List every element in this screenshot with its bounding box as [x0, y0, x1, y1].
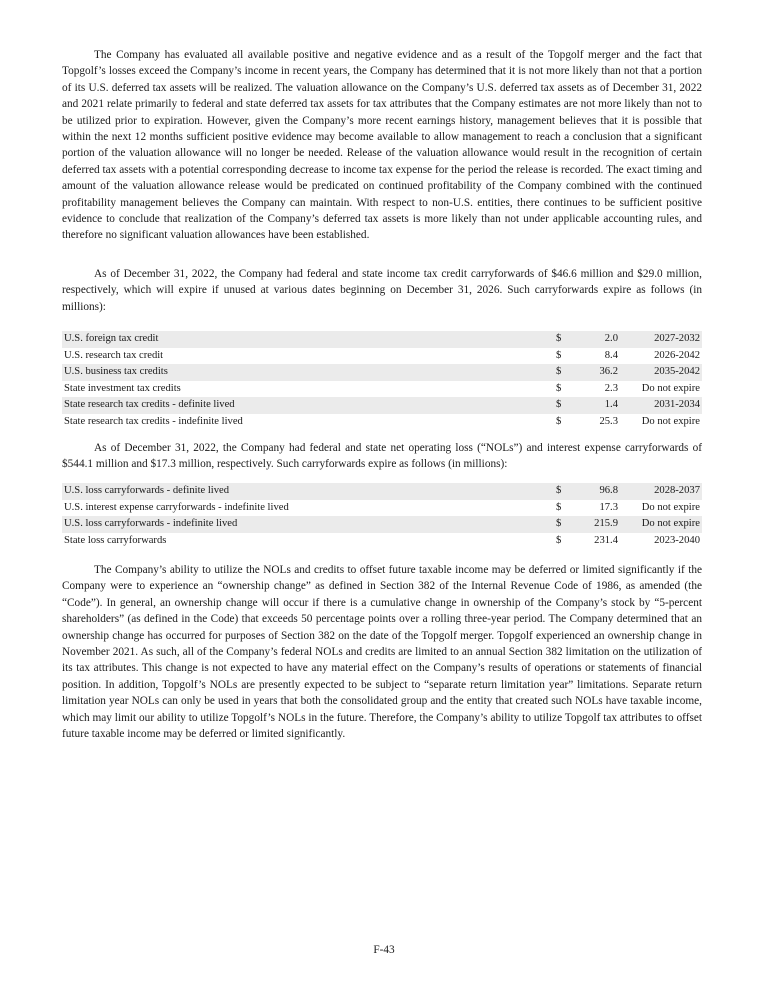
expiration: Do not expire: [641, 501, 700, 513]
row-label: State research tax credits - definite lived: [62, 397, 554, 414]
page-number: F-43: [373, 944, 395, 956]
row-label: U.S. foreign tax credit: [62, 331, 554, 348]
paragraph-nol-carryforwards: As of December 31, 2022, the Company had federal and state net operating loss (“NOLs”) and interest expense carryforwards of $544.1 million and $17.3 million, respectively. Such carryforwards expire as follows (in millions):: [62, 442, 702, 471]
table-row: [62, 331, 702, 348]
currency-symbol: $: [556, 382, 562, 394]
table-row: [62, 500, 702, 517]
loss-carryforward-table: [62, 483, 702, 549]
currency-symbol: $: [554, 516, 574, 533]
expiration: Do not expire: [641, 382, 700, 394]
expiration: 2035-2042: [620, 364, 702, 381]
currency-symbol: $: [554, 331, 574, 348]
row-label: State investment tax credits: [64, 382, 181, 394]
paragraph-tax-credit-carryforwards: As of December 31, 2022, the Company had federal and state income tax credit carryforwards of $46.6 million and $29.0 million, respectively, which will expire if unused at various dates beginning on December 31, 2026. Such carryforwards expire as follows (in millions):: [62, 268, 702, 313]
row-label: U.S. business tax credits: [62, 364, 554, 381]
currency-symbol: $: [556, 501, 562, 513]
currency-symbol: $: [556, 349, 562, 361]
amount: 25.3: [599, 415, 618, 427]
amount: 2.3: [604, 382, 618, 394]
row-label: U.S. interest expense carryforwards - indefinite lived: [64, 501, 289, 513]
row-label: State loss carryforwards: [64, 534, 167, 546]
table-row: [62, 381, 702, 398]
amount: 231.4: [594, 534, 618, 546]
amount: 8.4: [604, 349, 618, 361]
currency-symbol: $: [554, 364, 574, 381]
row-label: U.S. loss carryforwards - definite lived: [62, 483, 554, 500]
table-row: [62, 483, 702, 500]
amount: 17.3: [599, 501, 618, 513]
table-row: [62, 397, 702, 414]
row-label: U.S. loss carryforwards - indefinite lived: [62, 516, 554, 533]
table-row: [62, 414, 702, 431]
paragraph-valuation-allowance: The Company has evaluated all available positive and negative evidence and as a result of the Topgolf merger and the fact that Topgolf’s losses exceed the Company’s income in recent years, the Company has determined that it is not more likely than not that a portion of its U.S. deferred tax assets will be realized. The valuation allowance on the Company’s U.S. deferred tax assets as of December 31, 2022 and 2021 relate primarily to federal and state deferred tax assets for tax attributes that the Company estimates are not more likely than not to be utilized prior to expiration. However, given the Company’s more recent earnings history, management believes that it is possible that within the next 12 months sufficient positive evidence may become available to allow management to reach a conclusion that a significant portion of the valuation allowance will no longer be needed. Release of the valuation allowance would result in the recognition of certain deferred tax assets with a potential corresponding decrease to income tax expense for the period the release is recorded. The exact timing and amount of the valuation allowance release would be predicated on continued profitability of the Company combined with the continued profitability management believes the Company can maintain. With respect to non-U.S. entities, there continues to be sufficient positive evidence to conclude that realization of the Company’s deferred tax assets is more likely than not under applicable accounting rules, and therefore no significant valuation allowances have been established.: [62, 49, 702, 242]
table-row: [62, 348, 702, 365]
row-label: U.S. research tax credit: [64, 349, 164, 361]
expiration: 2026-2042: [654, 349, 700, 361]
expiration: Do not expire: [620, 516, 702, 533]
currency-symbol: $: [554, 483, 574, 500]
expiration: 2027-2032: [620, 331, 702, 348]
expiration: 2031-2034: [620, 397, 702, 414]
currency-symbol: $: [556, 534, 562, 546]
amount: 1.4: [574, 397, 620, 414]
row-label: State research tax credits - indefinite lived: [64, 415, 243, 427]
currency-symbol: $: [554, 397, 574, 414]
amount: 36.2: [574, 364, 620, 381]
amount: 215.9: [574, 516, 620, 533]
currency-symbol: $: [556, 415, 562, 427]
expiration: Do not expire: [641, 415, 700, 427]
table-row: [62, 364, 702, 381]
table-row: [62, 516, 702, 533]
paragraph-ownership-change: The Company’s ability to utilize the NOLs and credits to offset future taxable income may be deferred or limited significantly if the Company were to experience an “ownership change” as defined in Section 382 of the Internal Revenue Code of 1986, as amended (the “Code”). In general, an ownership change will occur if there is a cumulative change in ownership of the Company’s stock by “5-percent shareholders” (as defined in the Code) that exceeds 50 percentage points over a rolling three-year period. The Company determined that an ownership change has occurred for purposes of Section 382 on the date of the Topgolf merger. Topgolf experienced an ownership change in November 2021. As such, all of the Company’s federal NOLs and credits are limited to an annual Section 382 limitation on the utilization of its tax attributes. This change is not expected to have any material effect on the Company’s results of operations or statements of financial position. In addition, Topgolf’s NOLs are presently expected to be subject to “separate return limitation year” limitations. Separate return limitation year NOLs can only be used in years that both the consolidated group and the entity that created such NOLs have taxable income, which may limit our ability to utilize Topgolf’s NOLs in the future. Therefore, the Company’s ability to utilize Topgolf tax attributes to offset future taxable income may be deferred or limited significantly.: [62, 564, 702, 741]
amount: 96.8: [574, 483, 620, 500]
table-row: [62, 533, 702, 550]
amount: 2.0: [574, 331, 620, 348]
expiration: 2028-2037: [620, 483, 702, 500]
expiration: 2023-2040: [654, 534, 700, 546]
tax-credit-table: [62, 331, 702, 431]
